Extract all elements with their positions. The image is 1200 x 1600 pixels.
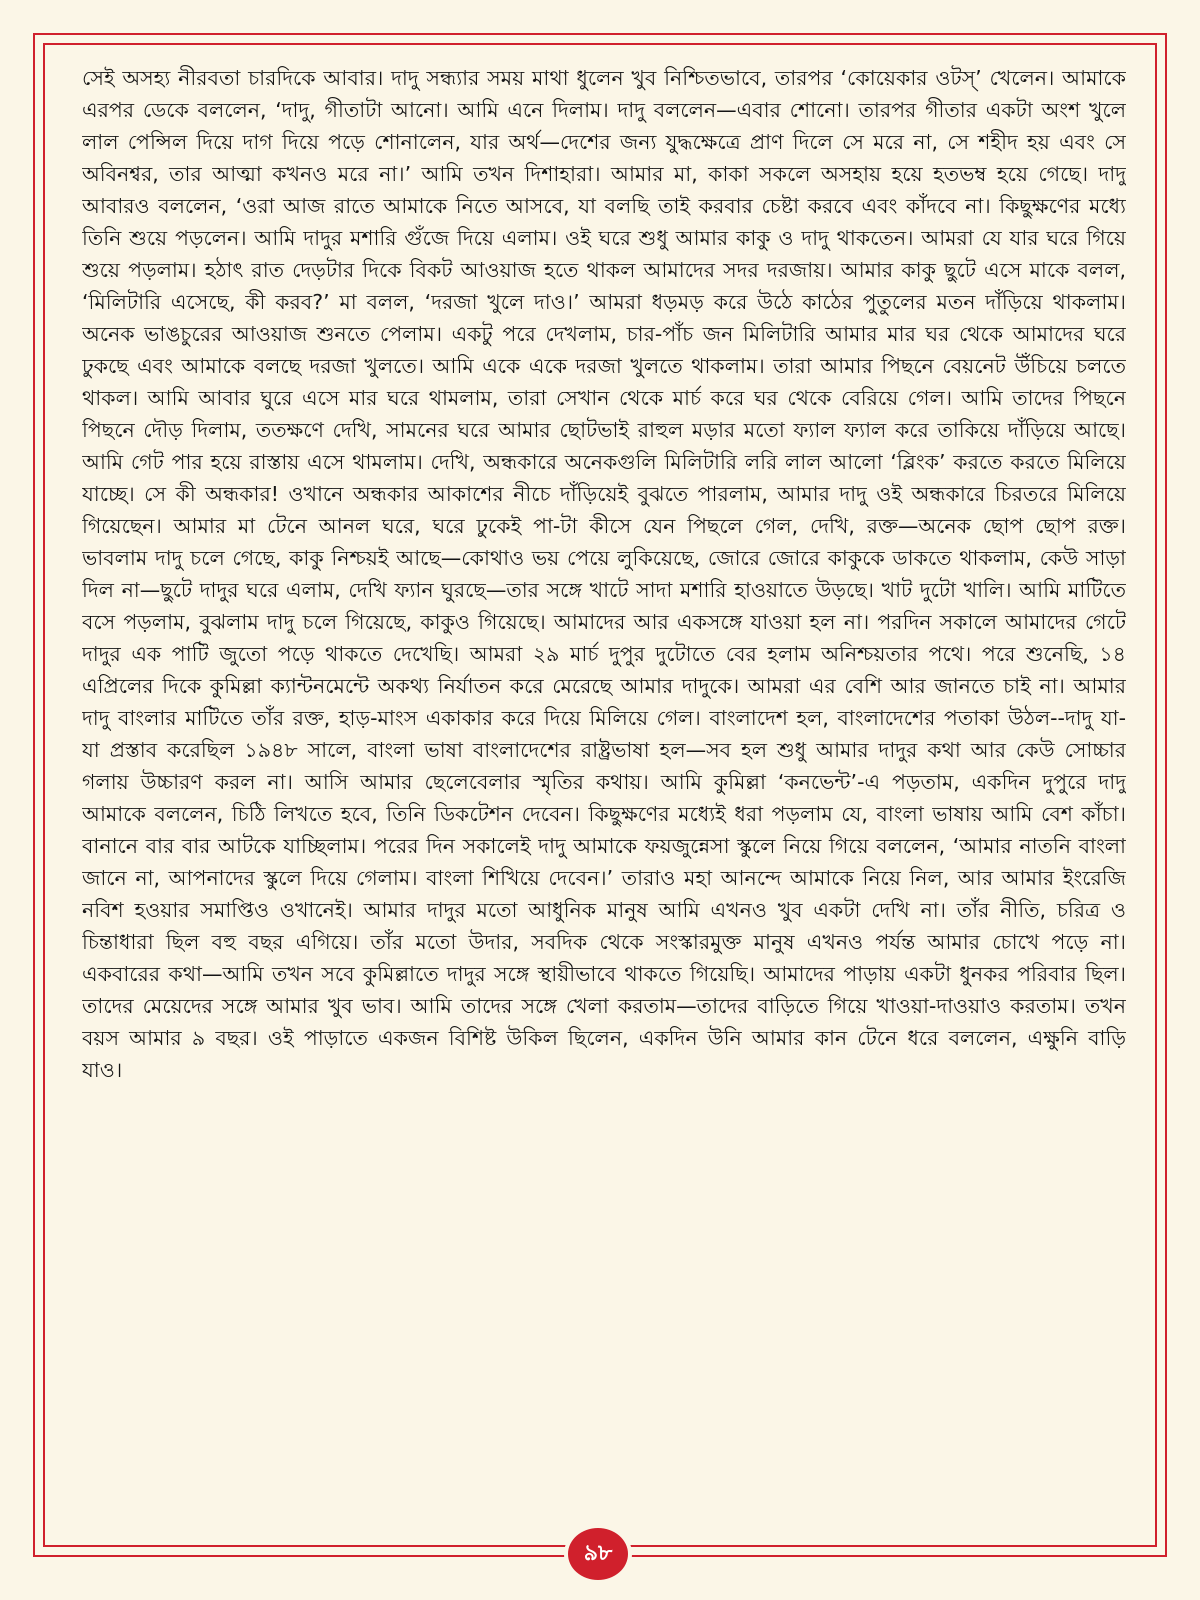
body-paragraph: সেই অসহ্য নীরবতা চারদিকে আবার। দাদু সন্ধ্যার সময় মাথা ধুলেন খুব নিশ্চিতভাবে, তারপর ‘কোয়েকার ওটস্’ খেলেন। আমাকে এরপর ডেকে বললেন, ‘দাদু, গীতাটা আনো। আমি এনে দিলাম। দাদু বললেন—এবার শোনো। তারপর গীতার একটা অংশ খুলে লাল পেন্সিল দিয়ে দাগ দিয়ে পড়ে শোনালেন, যার অর্থ—দেশের জন্য যুদ্ধক্ষেত্রে প্রাণ দিলে সে মরে না, সে শহীদ হয় এবং সে অবিনশ্বর, তার আত্মা কখনও মরে না।’ আমি তখন দিশাহারা। আমার মা, কাকা সকলে অসহায় হয়ে হতভম্ব হয়ে গেছে। দাদু আবারও বললেন, ‘ওরা আজ রাতে আমাকে নিতে আসবে, যা বলছি তাই করবার চেষ্টা করবে এবং কাঁদবে না। কিছুক্ষণের মধ্যে তিনি শুয়ে পড়লেন। আমি দাদুর মশারি গুঁজে দিয়ে এলাম। ওই ঘরে শুধু আমার কাকু ও দাদু থাকতেন। আমরা যে যার ঘরে গিয়ে শুয়ে পড়লাম। হঠাৎ রাত দেড়টার দিকে বিকট আওয়াজ হতে থাকল আমাদের সদর দরজায়। আমার কাকু ছুটে এসে মাকে বলল, ‘মিলিটারি এসেছে, কী করব?’ মা বলল, ‘দরজা খুলে দাও।’ আমরা ধড়মড় করে উঠে কাঠের পুতুলের মতন দাঁড়িয়ে থাকলাম। অনেক ভাঙচুরের আওয়াজ শুনতে পেলাম। একটু পরে দেখলাম, চার-পাঁচ জন মিলিটারি আমার মার ঘর থেকে আমাদের ঘরে ঢুকছে এবং আমাকে বলছে দরজা খুলতে। আমি একে একে দরজা খুলতে থাকলাম। তারা আমার পিছনে বেয়নেট উঁচিয়ে চলতে থাকল। আমি আবার ঘুরে এসে মার ঘরে থামলাম, তারা সেখান থেকে মার্চ করে ঘর থেকে বেরিয়ে গেল। আমি তাদের পিছনে পিছনে দৌড় দিলাম, ততক্ষণে দেখি, সামনের ঘরে আমার ছোটভাই রাহুল মড়ার মতো ফ্যাল ফ্যাল করে তাকিয়ে দাঁড়িয়ে আছে। আমি গেট পার হয়ে রাস্তায় এসে থামলাম। দেখি, অন্ধকারে অনেকগুলি মিলিটারি লরি লাল আলো ‘ব্লিংক’ করতে করতে মিলিয়ে যাচ্ছে। সে কী অন্ধকার! ওখানে অন্ধকার আকাশের নীচে দাঁড়িয়েই বুঝতে পারলাম, আমার দাদু ওই অন্ধকারে চিরতরে মিলিয়ে গিয়েছেন। আমার মা টেনে আনল ঘরে, ঘরে ঢুকেই পা-টা কীসে যেন পিছলে গেল, দেখি, রক্ত—অনেক ছোপ ছোপ রক্ত। ভাবলাম দাদু চলে গেছে, কাকু নিশ্চয়ই আছে—কোথাও ভয় পেয়ে লুকিয়েছে, জোরে জোরে কাকুকে ডাকতে থাকলাম, কেউ সাড়া দিল না—ছুটে দাদুর ঘরে এলাম, দেখি ফ্যান ঘুরছে—তার সঙ্গে খাটে সাদা মশারি হাওয়াতে উড়ছে। খাট দুটো খালি। আমি মাটিতে বসে পড়লাম, বুঝলাম দাদু চলে গিয়েছে, কাকুও গিয়েছে। আমাদের আর একসঙ্গে যাওয়া হল না। পরদিন সকালে আমাদের গেটে দাদুর এক পাটি জুতো পড়ে থাকতে দেখেছি। আমরা ২৯ মার্চ দুপুর দুটোতে বের হলাম অনিশ্চয়তার পথে। পরে শুনেছি, ১৪ এপ্রিলের দিকে কুমিল্লা ক্যান্টনমেন্টে অকথ্য নির্যাতন করে মেরেছে আমার দাদুকে। আমরা এর বেশি আর জানতে চাই না। আমার দাদু বাংলার মাটিতে তাঁর রক্ত, হাড়-মাংস একাকার করে দিয়ে মিলিয়ে গেল। বাংলাদেশ হল, বাংলাদেশের পতাকা উঠল--দাদু যা-যা প্রস্তাব করেছিল ১৯৪৮ সালে, বাংলা ভাষা বাংলাদেশের রাষ্ট্রভাষা হল—সব হল শুধু আমার দাদুর কথা আর কেউ সোচ্চার গলায় উচ্চারণ করল না। আসি আমার ছেলেবেলার স্মৃতির কথায়। আমি কুমিল্লা ‘কনভেন্ট’-এ পড়তাম, একদিন দুপুরে দাদু আমাকে বললেন, চিঠি লিখতে হবে, তিনি ডিকটেশন দেবেন। কিছুক্ষণের মধ্যেই ধরা পড়লাম যে, বাংলা ভাষায় আমি বেশ কাঁচা। বানানে বার বার আটকে যাচ্ছিলাম। পরের দিন সকালেই দাদু আমাকে ফয়জুন্নেসা স্কুলে নিয়ে গিয়ে বললেন, ‘আমার নাতনি বাংলা জানে না, আপনাদের স্কুলে দিয়ে গেলাম। বাংলা শিখিয়ে দেবেন।’ তারাও মহা আনন্দে আমাকে নিয়ে নিল, আর আমার ইংরেজি নবিশ হওয়ার সমাপ্তিও ওখানেই। আমার দাদুর মতো আধুনিক মানুষ আমি এখনও খুব একটা দেখি না। তাঁর নীতি, চরিত্র ও চিন্তাধারা ছিল বহু বছর এগিয়ে। তাঁর মতো উদার, সবদিক থেকে সংস্কারমুক্ত মানুষ এখনও পর্যন্ত আমার চোখে পড়ে না। একবারের কথা—আমি তখন সবে কুমিল্লাতে দাদুর সঙ্গে স্থায়ীভাবে থাকতে গিয়েছি। আমাদের পাড়ায় একটা ধুনকর পরিবার ছিল। তাদের মেয়েদের সঙ্গে আমার খুব ভাব। আমি তাদের সঙ্গে খেলা করতাম—তাদের বাড়িতে গিয়ে খাওয়া-দাওয়াও করতাম। তখন বয়স আমার ৯ বছর। ওই পাড়াতে একজন বিশিষ্ট উকিল ছিলেন, একদিন উনি আমার কান টেনে ধরে বললেন, এক্ষুনি বাড়ি যাও।: [82, 66, 1126, 1082]
page-number: ৯৮: [583, 1541, 613, 1566]
page-number-badge: [564, 1524, 632, 1584]
page-content: [82, 62, 1126, 1532]
